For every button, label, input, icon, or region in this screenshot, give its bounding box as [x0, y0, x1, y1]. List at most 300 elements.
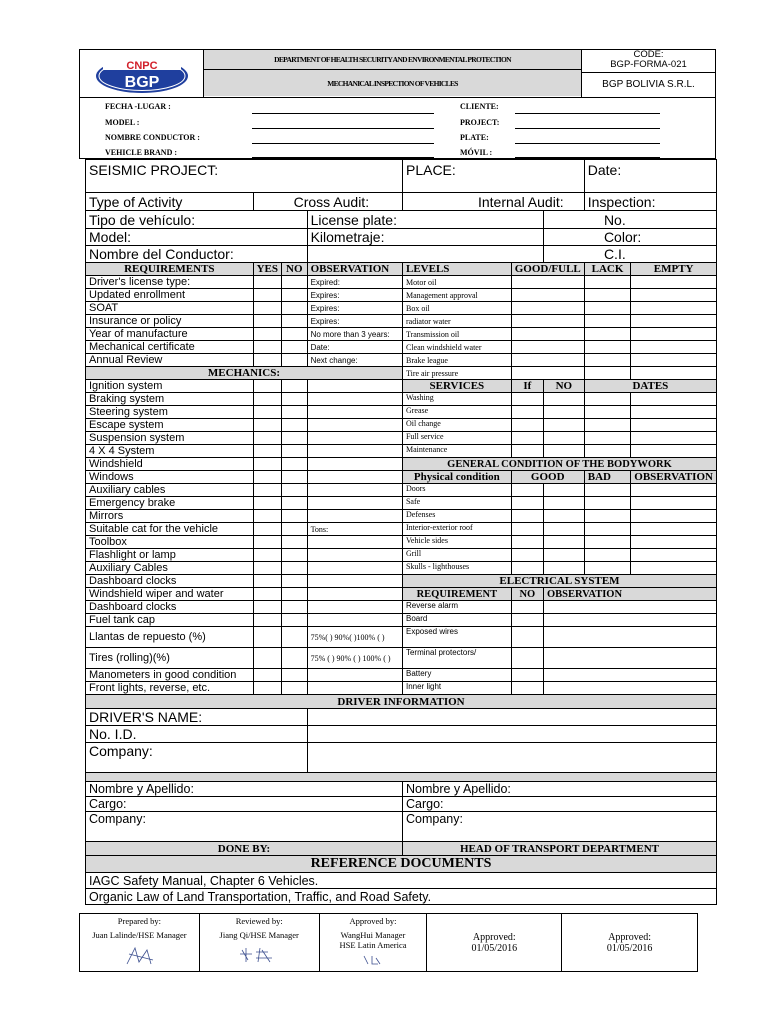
level-label: Box oil — [402, 302, 511, 315]
level-cell[interactable] — [631, 328, 717, 341]
check-cell[interactable] — [543, 484, 584, 497]
reviewed-by-cell — [199, 914, 319, 972]
level-cell[interactable] — [631, 315, 717, 328]
yes-checkbox[interactable] — [253, 419, 281, 432]
level-cell[interactable] — [511, 367, 584, 380]
level-cell[interactable] — [511, 354, 584, 367]
fecha-lugar-line[interactable] — [252, 113, 434, 114]
requirement-label: Driver's license type: — [86, 276, 254, 289]
check-cell[interactable] — [511, 510, 543, 523]
nombre-conductor-label: NOMBRE CONDUCTOR : — [105, 133, 200, 142]
yes-checkbox[interactable] — [253, 302, 281, 315]
yes-checkbox[interactable] — [253, 354, 281, 367]
approved-by-label: Approved by: — [349, 916, 397, 926]
check-cell[interactable] — [584, 419, 631, 432]
requirement-header: REQUIREMENT — [402, 588, 511, 601]
level-label: Motor oil — [402, 276, 511, 289]
level-label: Clean windshield water — [402, 341, 511, 354]
yes-checkbox[interactable] — [253, 445, 281, 458]
approved-signature — [358, 954, 388, 966]
no-checkbox[interactable] — [511, 614, 543, 627]
yes-checkbox[interactable] — [253, 458, 281, 471]
yes-checkbox[interactable] — [253, 341, 281, 354]
check-cell[interactable] — [584, 445, 631, 458]
level-cell[interactable] — [511, 328, 584, 341]
observation-field[interactable] — [543, 614, 716, 627]
observation-field[interactable]: 75% ( ) 90% ( ) 100% ( ) — [307, 648, 402, 669]
yes-checkbox[interactable] — [253, 575, 281, 588]
check-cell[interactable] — [584, 432, 631, 445]
yes-checkbox[interactable] — [253, 601, 281, 614]
approved-date: 01/05/2016 — [606, 942, 653, 954]
mechanics-label: Manometers in good condition — [86, 669, 254, 682]
good-header: GOOD — [511, 471, 584, 484]
yes-checkbox[interactable] — [253, 471, 281, 484]
mechanics-header: MECHANICS: — [86, 367, 403, 380]
inspection-form — [85, 159, 717, 905]
yes-checkbox[interactable] — [253, 484, 281, 497]
level-cell[interactable] — [584, 315, 631, 328]
yes-checkbox[interactable] — [253, 315, 281, 328]
yes-checkbox[interactable] — [253, 648, 281, 669]
driver-name-field[interactable] — [307, 709, 716, 726]
no-checkbox[interactable] — [282, 432, 308, 445]
check-cell[interactable] — [631, 432, 717, 445]
mechanics-label: Braking system — [86, 393, 254, 406]
check-cell[interactable] — [631, 497, 717, 510]
no-checkbox[interactable] — [282, 419, 308, 432]
model-field[interactable]: Model: — [86, 229, 308, 246]
model-label: MODEL : — [105, 118, 140, 127]
observation-field[interactable] — [307, 669, 402, 682]
empty-header: EMPTY — [631, 263, 717, 276]
observation-field[interactable] — [307, 549, 402, 562]
movil-line[interactable] — [515, 157, 660, 158]
plate-line[interactable] — [515, 143, 660, 144]
no-checkbox[interactable] — [282, 614, 308, 627]
no-checkbox[interactable] — [282, 588, 308, 601]
company-logo — [81, 51, 203, 97]
observation-field[interactable] — [307, 393, 402, 406]
department-title: DEPARTMENT OF HEALTH SECURITY AND ENVIRONMENTAL PROTECTION — [204, 50, 581, 69]
check-cell[interactable] — [584, 549, 631, 562]
check-cell[interactable] — [511, 523, 543, 536]
check-cell[interactable] — [584, 484, 631, 497]
reference-item: IAGC Safety Manual, Chapter 6 Vehicles. — [86, 873, 717, 889]
dates-header: DATES — [584, 380, 716, 393]
check-cell[interactable] — [584, 523, 631, 536]
check-cell[interactable] — [511, 432, 543, 445]
approved-date-cell — [427, 914, 562, 972]
no-field[interactable]: No. — [543, 211, 716, 229]
observation-field[interactable] — [307, 380, 402, 393]
inspection-field[interactable]: Inspection: — [584, 193, 716, 211]
left-cargo-field[interactable]: Cargo: — [86, 797, 403, 812]
check-item-label: Doors — [402, 484, 511, 497]
observation-field[interactable] — [307, 510, 402, 523]
check-item-label: Oil change — [402, 419, 511, 432]
level-cell[interactable] — [584, 328, 631, 341]
ci-field[interactable]: C.I. — [543, 246, 716, 263]
check-cell[interactable] — [543, 497, 584, 510]
yes-checkbox[interactable] — [253, 536, 281, 549]
check-item-label: Grill — [402, 549, 511, 562]
license-plate-field[interactable]: License plate: — [307, 211, 543, 229]
level-cell[interactable] — [584, 276, 631, 289]
level-cell[interactable] — [631, 354, 717, 367]
yes-checkbox[interactable] — [253, 588, 281, 601]
no-checkbox[interactable] — [511, 648, 543, 669]
no-checkbox[interactable] — [511, 669, 543, 682]
check-item-label: Maintenance — [402, 445, 511, 458]
no-checkbox[interactable] — [282, 393, 308, 406]
observation-field[interactable] — [307, 601, 402, 614]
no-checkbox[interactable] — [282, 523, 308, 536]
check-cell[interactable] — [543, 393, 584, 406]
yes-checkbox[interactable] — [253, 380, 281, 393]
no-checkbox[interactable] — [282, 562, 308, 575]
check-cell[interactable] — [543, 445, 584, 458]
no-checkbox[interactable] — [282, 669, 308, 682]
no-checkbox[interactable] — [282, 497, 308, 510]
no-checkbox[interactable] — [282, 575, 308, 588]
mechanics-label: Auxiliary cables — [86, 484, 254, 497]
requirement-label: Year of manufacture — [86, 328, 254, 341]
driver-company-field[interactable] — [307, 743, 716, 773]
code-value: BGP-FORMA-021 — [610, 59, 687, 70]
no-checkbox[interactable] — [282, 289, 308, 302]
observation-field[interactable] — [307, 614, 402, 627]
check-cell[interactable] — [511, 536, 543, 549]
observation-header: OBSERVATION — [307, 263, 402, 276]
check-cell[interactable] — [631, 406, 717, 419]
no-checkbox[interactable] — [282, 682, 308, 695]
observation-field[interactable]: Expires: — [307, 315, 402, 328]
check-item-label: Grease — [402, 406, 511, 419]
check-item-label: Interior-exterior roof — [402, 523, 511, 536]
code-box — [582, 50, 715, 72]
yes-checkbox[interactable] — [253, 562, 281, 575]
prepared-signature — [119, 944, 159, 968]
check-cell[interactable] — [631, 445, 717, 458]
cross-audit-field[interactable]: Cross Audit: — [253, 193, 402, 211]
check-item-label: Board — [402, 614, 511, 627]
nombre-conductor-field[interactable]: Nombre del Conductor: — [86, 246, 308, 263]
yes-checkbox[interactable] — [253, 393, 281, 406]
level-cell[interactable] — [584, 354, 631, 367]
yes-checkbox[interactable] — [253, 289, 281, 302]
check-cell[interactable] — [631, 549, 717, 562]
check-cell[interactable] — [631, 523, 717, 536]
no-checkbox[interactable] — [282, 315, 308, 328]
yes-checkbox[interactable] — [253, 682, 281, 695]
observation-field[interactable]: Expired: — [307, 276, 402, 289]
yes-checkbox[interactable] — [253, 549, 281, 562]
check-cell[interactable] — [584, 510, 631, 523]
movil-label: MÓVIL : — [460, 148, 493, 157]
spacer-bar — [86, 773, 717, 782]
check-cell[interactable] — [543, 549, 584, 562]
observation-field[interactable]: Date: — [307, 341, 402, 354]
level-cell[interactable] — [511, 341, 584, 354]
observation-field[interactable] — [307, 484, 402, 497]
observation-field[interactable]: No more than 3 years: — [307, 328, 402, 341]
observation-field[interactable] — [307, 432, 402, 445]
level-cell[interactable] — [631, 276, 717, 289]
observation-field[interactable]: Next change: — [307, 354, 402, 367]
observation-field[interactable] — [307, 562, 402, 575]
fecha-lugar-label: FECHA -LUGAR : — [105, 102, 171, 111]
check-cell[interactable] — [511, 484, 543, 497]
observation-header: OBSERVATION — [543, 588, 716, 601]
observation-field[interactable] — [543, 601, 716, 614]
lack-header: LACK — [584, 263, 631, 276]
internal-audit-field[interactable]: Internal Audit: — [402, 193, 584, 211]
no-header: NO — [543, 380, 584, 393]
mechanics-label: Suitable cat for the vehicle — [86, 523, 254, 536]
level-label: Transmission oil — [402, 328, 511, 341]
check-cell[interactable] — [543, 419, 584, 432]
no-checkbox[interactable] — [282, 549, 308, 562]
level-cell[interactable] — [631, 302, 717, 315]
mechanics-label: Steering system — [86, 406, 254, 419]
vehicle-brand-label: VEHICLE BRAND : — [105, 148, 178, 157]
no-checkbox[interactable] — [282, 380, 308, 393]
prepared-by-label: Prepared by: — [117, 916, 161, 926]
check-cell[interactable] — [543, 523, 584, 536]
check-cell[interactable] — [511, 393, 543, 406]
type-of-activity-label: Type of Activity — [86, 193, 254, 211]
observation-field[interactable]: Expires: — [307, 302, 402, 315]
no-checkbox[interactable] — [282, 510, 308, 523]
check-cell[interactable] — [511, 445, 543, 458]
yes-checkbox[interactable] — [253, 406, 281, 419]
observation-field[interactable] — [307, 445, 402, 458]
mechanics-label: Dashboard clocks — [86, 601, 254, 614]
yes-checkbox[interactable] — [253, 614, 281, 627]
plate-label: PLATE: — [460, 133, 489, 142]
yes-checkbox[interactable] — [253, 328, 281, 341]
no-checkbox[interactable] — [282, 484, 308, 497]
observation-field[interactable]: Expires: — [307, 289, 402, 302]
level-cell[interactable] — [631, 289, 717, 302]
tipo-vehiculo-field[interactable]: Tipo de vehículo: — [86, 211, 308, 229]
no-checkbox[interactable] — [282, 458, 308, 471]
check-cell[interactable] — [543, 510, 584, 523]
yes-checkbox[interactable] — [253, 627, 281, 648]
kilometraje-field[interactable]: Kilometraje: — [307, 229, 543, 246]
check-cell[interactable] — [631, 393, 717, 406]
if-header: If — [511, 380, 543, 393]
observation-field[interactable] — [307, 471, 402, 484]
bodywork-header: GENERAL CONDITION OF THE BODYWORK — [402, 458, 716, 471]
code-label: CODE: — [633, 49, 664, 60]
no-checkbox[interactable] — [282, 627, 308, 648]
mechanics-label: Windshield — [86, 458, 254, 471]
check-item-label: Safe — [402, 497, 511, 510]
divider — [79, 97, 716, 98]
check-cell[interactable] — [543, 432, 584, 445]
mechanics-label: Windshield wiper and water — [86, 588, 254, 601]
check-cell[interactable] — [543, 562, 584, 575]
level-cell[interactable] — [631, 341, 717, 354]
approved-date: 01/05/2016 — [471, 942, 518, 954]
no-checkbox[interactable] — [511, 682, 543, 695]
no-checkbox[interactable] — [282, 341, 308, 354]
mechanics-label: Flashlight or lamp — [86, 549, 254, 562]
no-checkbox[interactable] — [282, 354, 308, 367]
check-cell[interactable] — [584, 562, 631, 575]
color-field[interactable]: Color: — [543, 229, 716, 246]
requirements-header: REQUIREMENTS — [86, 263, 254, 276]
observation-field[interactable] — [307, 497, 402, 510]
yes-checkbox[interactable] — [253, 276, 281, 289]
date-field[interactable]: Date: — [584, 160, 716, 193]
approval-footer — [79, 913, 698, 972]
level-cell[interactable] — [631, 367, 717, 380]
mechanics-label: Ignition system — [86, 380, 254, 393]
reference-item: Organic Law of Land Transportation, Traffic, and Road Safety. — [86, 889, 717, 905]
observation-field[interactable] — [543, 669, 716, 682]
mechanics-label: Fuel tank cap — [86, 614, 254, 627]
check-cell[interactable] — [543, 536, 584, 549]
check-cell[interactable] — [511, 406, 543, 419]
no-checkbox[interactable] — [282, 536, 308, 549]
left-name-field[interactable]: Nombre y Apellido: — [86, 782, 403, 797]
right-company-field[interactable]: Company: — [402, 812, 716, 842]
approved-by-name: WangHui Manager — [340, 930, 406, 940]
logo-bottom-text: BGP — [124, 74, 160, 91]
observation-field[interactable] — [307, 536, 402, 549]
check-item-label: Reverse alarm — [402, 601, 511, 614]
driver-id-label: No. I.D. — [86, 726, 308, 743]
check-cell[interactable] — [584, 393, 631, 406]
no-checkbox[interactable] — [282, 601, 308, 614]
observation-field[interactable] — [307, 588, 402, 601]
no-checkbox[interactable] — [282, 276, 308, 289]
right-name-field[interactable]: Nombre y Apellido: — [402, 782, 716, 797]
done-by-label: DONE BY: — [86, 842, 403, 856]
check-cell[interactable] — [584, 406, 631, 419]
prepared-by-cell — [80, 914, 200, 972]
requirement-label: Insurance or policy — [86, 315, 254, 328]
requirement-label: SOAT — [86, 302, 254, 315]
seismic-project-field[interactable]: SEISMIC PROJECT: — [86, 160, 403, 193]
model-line[interactable] — [252, 128, 434, 129]
check-cell[interactable] — [584, 536, 631, 549]
check-item-label: Washing — [402, 393, 511, 406]
check-cell[interactable] — [511, 419, 543, 432]
check-cell[interactable] — [631, 536, 717, 549]
yes-checkbox[interactable] — [253, 432, 281, 445]
tons-field[interactable]: Tons: — [307, 523, 402, 536]
no-checkbox[interactable] — [511, 601, 543, 614]
project-label: PROJECT: — [460, 118, 500, 127]
observation-field[interactable] — [307, 419, 402, 432]
reviewed-by-label: Reviewed by: — [235, 916, 283, 926]
no-checkbox[interactable] — [282, 406, 308, 419]
yes-checkbox[interactable] — [253, 523, 281, 536]
check-cell[interactable] — [511, 562, 543, 575]
check-item-label: Terminal protectors/ — [402, 648, 511, 669]
observation-field[interactable] — [307, 575, 402, 588]
place-field[interactable]: PLACE: — [402, 160, 584, 193]
blank-cell[interactable] — [307, 246, 543, 263]
observation-field[interactable]: 75%( ) 90%( )100% ( ) — [307, 627, 402, 648]
check-cell[interactable] — [511, 497, 543, 510]
approved-label: Approved: — [608, 931, 651, 943]
check-item-label: Vehicle sides — [402, 536, 511, 549]
right-cargo-field[interactable]: Cargo: — [402, 797, 716, 812]
check-cell[interactable] — [631, 562, 717, 575]
level-cell[interactable] — [584, 341, 631, 354]
level-cell[interactable] — [511, 302, 584, 315]
check-item-label: Defenses — [402, 510, 511, 523]
check-cell[interactable] — [631, 484, 717, 497]
level-cell[interactable] — [511, 289, 584, 302]
project-line[interactable] — [515, 128, 660, 129]
check-cell[interactable] — [543, 406, 584, 419]
mechanics-label: 4 X 4 System — [86, 445, 254, 458]
check-item-label: Skulls - lighthouses — [402, 562, 511, 575]
observation-field[interactable] — [307, 458, 402, 471]
level-cell[interactable] — [584, 302, 631, 315]
reviewed-signature — [234, 944, 284, 964]
requirement-label: Annual Review — [86, 354, 254, 367]
nombre-conductor-line[interactable] — [252, 143, 434, 144]
driver-name-label: DRIVER'S NAME: — [86, 709, 308, 726]
observation-field[interactable] — [307, 406, 402, 419]
mechanics-label: Toolbox — [86, 536, 254, 549]
observation-field[interactable] — [543, 682, 716, 695]
no-checkbox[interactable] — [282, 471, 308, 484]
driver-info-header: DRIVER INFORMATION — [86, 695, 717, 709]
reviewed-by-name: Jiang Qi/HSE Manager — [219, 930, 299, 940]
requirement-label: Updated enrollment — [86, 289, 254, 302]
no-checkbox[interactable] — [282, 445, 308, 458]
yes-checkbox[interactable] — [253, 669, 281, 682]
check-cell[interactable] — [511, 549, 543, 562]
level-cell[interactable] — [584, 367, 631, 380]
level-cell[interactable] — [511, 315, 584, 328]
driver-id-field[interactable] — [307, 726, 716, 743]
mechanics-label: Suspension system — [86, 432, 254, 445]
form-title: MECHANICAL INSPECTION OF VEHICLES — [204, 70, 581, 96]
levels-header: LEVELS — [402, 263, 511, 276]
level-cell[interactable] — [584, 289, 631, 302]
check-cell[interactable] — [631, 419, 717, 432]
cliente-line[interactable] — [515, 113, 660, 114]
no-checkbox[interactable] — [282, 328, 308, 341]
left-company-field[interactable]: Company: — [86, 812, 403, 842]
observation-field[interactable] — [307, 682, 402, 695]
check-cell[interactable] — [631, 510, 717, 523]
no-checkbox[interactable] — [511, 627, 543, 648]
requirement-label: Mechanical certificate — [86, 341, 254, 354]
no-checkbox[interactable] — [282, 648, 308, 669]
vehicle-brand-line[interactable] — [252, 157, 434, 158]
check-cell[interactable] — [584, 497, 631, 510]
observation-field[interactable] — [543, 627, 716, 648]
level-cell[interactable] — [511, 276, 584, 289]
yes-checkbox[interactable] — [253, 497, 281, 510]
observation-field[interactable] — [543, 648, 716, 669]
approved-date-cell — [562, 914, 698, 972]
physical-condition-header: Physical condition — [402, 471, 511, 484]
no-checkbox[interactable] — [282, 302, 308, 315]
yes-checkbox[interactable] — [253, 510, 281, 523]
bad-header: BAD — [584, 471, 631, 484]
